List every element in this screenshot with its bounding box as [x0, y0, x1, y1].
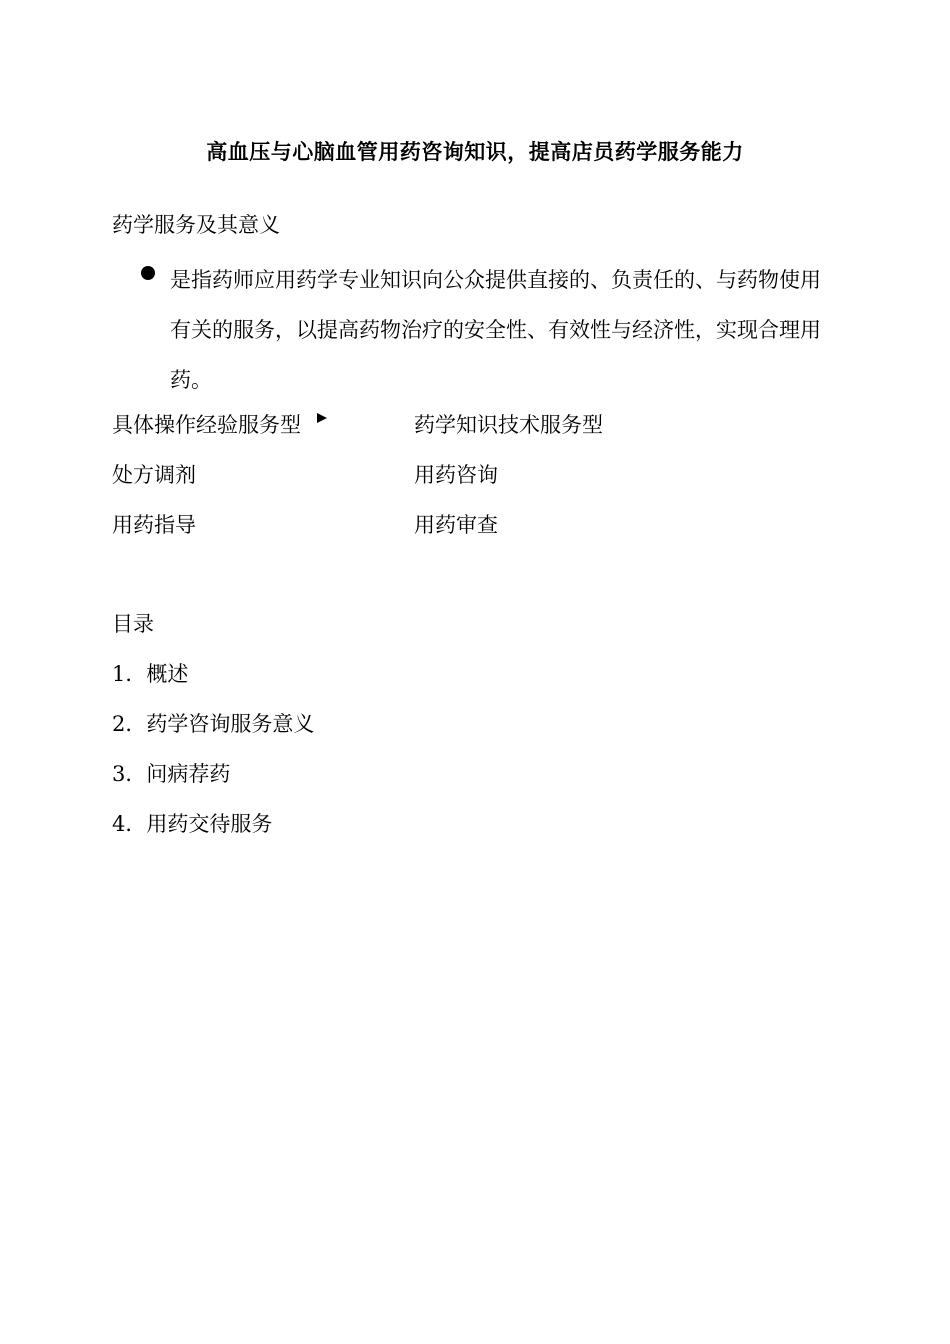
toc-item-4: 4．用药交待服务	[112, 812, 273, 836]
triangle-right-icon	[317, 413, 327, 423]
service-row-2-left: 用药指导	[112, 513, 196, 537]
bullet-paragraph	[170, 255, 870, 405]
toc-item-3: 3．问病荐药	[112, 762, 231, 786]
bullet-line-1: 是指药师应用药学专业知识向公众提供直接的、负责任的、与药物使用	[170, 268, 821, 292]
toc-heading: 目录	[112, 612, 154, 636]
service-type-left-header: 具体操作经验服务型	[112, 413, 301, 437]
bullet-line-3: 药。	[170, 368, 212, 392]
bullet-icon	[141, 266, 155, 280]
service-type-right-header: 药学知识技术服务型	[414, 413, 603, 437]
toc-item-1: 1．概述	[112, 662, 189, 686]
section-heading: 药学服务及其意义	[112, 213, 280, 237]
document-title: 高血压与心脑血管用药咨询知识，提高店员药学服务能力	[206, 139, 744, 164]
service-row-1-left: 处方调剂	[112, 463, 196, 487]
bullet-line-2: 有关的服务，以提高药物治疗的安全性、有效性与经济性，实现合理用	[170, 318, 821, 342]
service-row-1-right: 用药咨询	[414, 463, 498, 487]
service-row-2-right: 用药审查	[414, 513, 498, 537]
toc-item-2: 2．药学咨询服务意义	[112, 712, 315, 736]
